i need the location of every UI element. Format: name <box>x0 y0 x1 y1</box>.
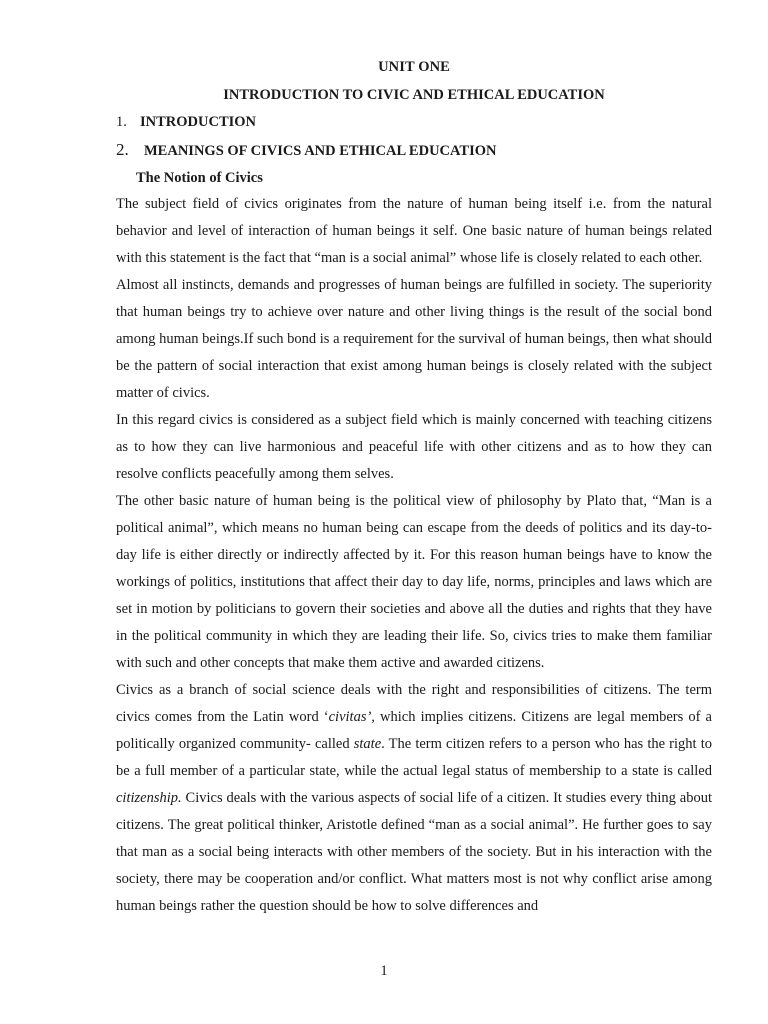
chapter-title: INTRODUCTION TO CIVIC AND ETHICAL EDUCATION <box>223 87 605 103</box>
section-title: MEANINGS OF CIVICS AND ETHICAL EDUCATION <box>144 143 497 159</box>
text-run: . The term citizen refers to a person who has the right to be a full member of a particular state, while the actual legal status of membership to a state is called <box>116 736 712 779</box>
paragraph: The other basic nature of human being is the political view of philosophy by Plato that, “Man is a political animal”, which means no human being can escape from the deeds of politics and its day-to-day life is either directly or indirectly affected by it. For this reason human beings have to know the workings of politics, institutions that affect their day to day life, norms, principles and laws which are set in motion by politicians to govern their societies and above all the duties and rights that they have in the political community in which they are leading their life. So, civics tries to make them familiar with such and other concepts that make them active and awarded citizens. <box>116 493 712 671</box>
body-text <box>116 191 712 920</box>
text-run: Civics as a branch of social science deals with the right and responsibilities of citizens. The term civics comes from the Latin word ‘ <box>116 682 712 725</box>
section-title: INTRODUCTION <box>140 114 257 130</box>
unit-title: UNIT ONE <box>378 59 450 75</box>
document-page <box>116 52 712 920</box>
subheading-notion-of-civics: The Notion of Civics <box>136 170 263 186</box>
text-run: which implies citizens. Citizens are legal members of a politically organized community- called <box>116 709 712 752</box>
paragraph <box>116 677 712 920</box>
section-number: 1. <box>116 114 127 130</box>
page-number: 1 <box>380 963 388 979</box>
paragraph: Almost all instincts, demands and progresses of human beings are fulfilled in society. The superiority that human beings try to achieve over nature and other living things is the result of the social bond among human beings.If such bond is a requirement for the survival of human beings, then what should be the pattern of social interaction that exist among human beings is closely related with the subject matter of civics. <box>116 277 712 401</box>
section-heading-meanings <box>116 140 712 161</box>
paragraph: In this regard civics is considered as a subject field which is mainly concerned with teaching citizens as to how they can live harmonious and peaceful life with other citizens and as to how they can resolve conflicts peacefully among them selves. <box>116 412 712 482</box>
text-run: Civics deals with the various aspects of social life of a citizen. It studies every thing about citizens. The great political thinker, Aristotle defined “man as a social animal”. He further goes to say that man as a social being interacts with other members of the society. But in his interaction with the society, there may be cooperation and/or conflict. What matters most is not why conflict arise among human beings rather the question should be how to solve differences and <box>116 790 712 914</box>
section-heading-introduction <box>116 113 712 131</box>
paragraph: The subject field of civics originates from the nature of human being itself i.e. from the natural behavior and level of interaction of human beings it self. One basic nature of human beings related with this statement is the fact that “man is a social animal” whose life is closely related to each other. <box>116 196 712 266</box>
italic-term-civitas: civitas’, <box>328 709 375 725</box>
italic-term-citizenship: citizenship. <box>116 790 182 806</box>
section-number: 2. <box>116 140 129 159</box>
italic-term-state: state <box>353 736 382 752</box>
